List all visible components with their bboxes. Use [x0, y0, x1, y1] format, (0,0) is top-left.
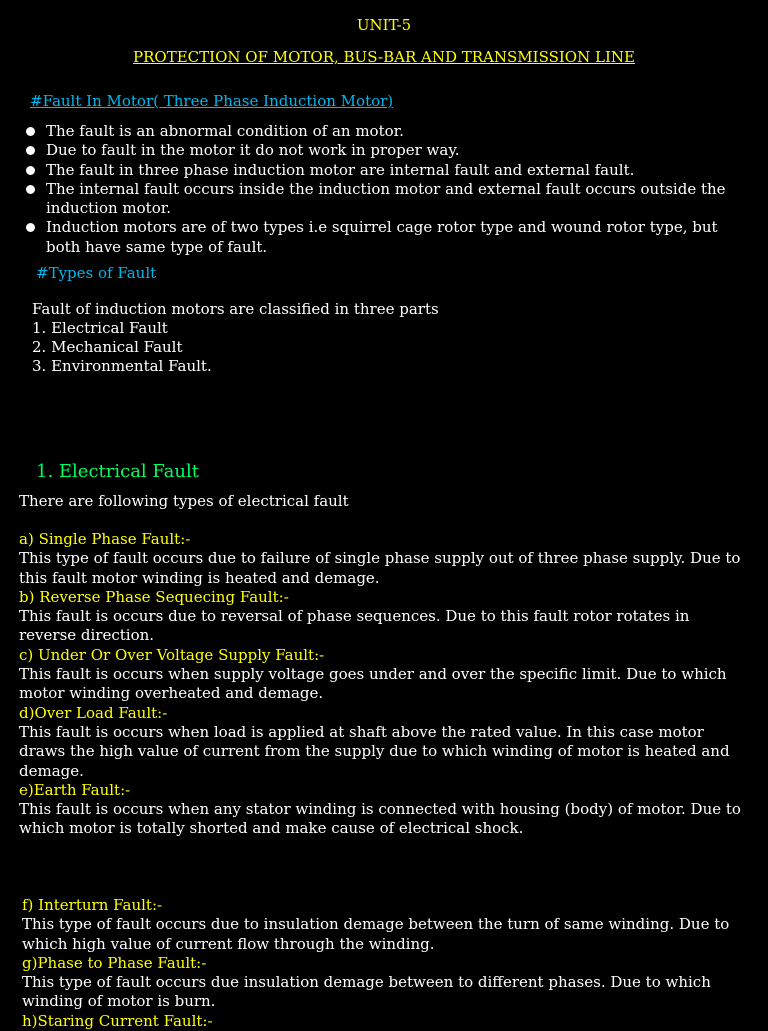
fault-title-starting-current: h)Staring Current Fault:-: [22, 1011, 213, 1030]
fault-text-voltage: This fault is occurs when supply voltage goes under and over the specific limit. Due to which motor winding overheated and demage.: [19, 665, 727, 703]
page-title: PROTECTION OF MOTOR, BUS-BAR AND TRANSMISSION LINE: [133, 48, 635, 66]
fault-title-reverse-phase: b) Reverse Phase Sequecing Fault:-: [19, 587, 289, 606]
types-item-electrical: 1. Electrical Fault: [32, 319, 168, 337]
fault-title-phase-to-phase: g)Phase to Phase Fault:-: [22, 953, 207, 972]
bullet-icon: [26, 146, 35, 155]
bullet-icon: [26, 223, 35, 232]
fault-text-reverse-phase: This fault is occurs due to reversal of phase sequences. Due to this fault rotor rotates in reverse direction.: [19, 607, 690, 645]
types-item-mechanical: 2. Mechanical Fault: [32, 338, 183, 356]
electrical-intro: There are following types of electrical fault: [19, 492, 349, 510]
electrical-faults-block-1: [19, 530, 744, 839]
fault-title-overload: d)Over Load Fault:-: [19, 703, 168, 722]
fault-text-interturn: This type of fault occurs due to insulation demage between the turn of same winding. Due to which high value of current flow through the winding.: [22, 915, 730, 953]
fault-title-single-phase: a) Single Phase Fault:-: [19, 530, 191, 548]
electrical-fault-heading: 1. Electrical Fault: [36, 461, 199, 482]
list-item: The fault is an abnormal condition of an motor.: [24, 122, 744, 141]
types-of-fault-heading: #Types of Fault: [36, 264, 157, 282]
list-item: The fault in three phase induction motor are internal fault and external fault.: [24, 161, 744, 180]
fault-text-earth: This fault is occurs when any stator winding is connected with housing (body) of motor. Due to which motor is totally shorted and make cause of electrical shock.: [19, 800, 741, 838]
fault-text-single-phase: This type of fault occurs due to failure of single phase supply out of three phase supply. Due to this fault motor winding is heated and demage.: [19, 549, 741, 587]
list-item: The internal fault occurs inside the induction motor and external fault occurs outside the induction motor.: [24, 180, 744, 219]
types-intro: Fault of induction motors are classified in three parts: [32, 300, 439, 318]
list-item: Induction motors are of two types i.e squirrel cage rotor type and wound rotor type, but both have same type of fault.: [24, 218, 744, 257]
fault-title-voltage: c) Under Or Over Voltage Supply Fault:-: [19, 645, 325, 664]
fault-title-interturn: f) Interturn Fault:-: [22, 896, 163, 914]
fault-title-earth: e)Earth Fault:-: [19, 780, 131, 799]
fault-bullet-list: [24, 122, 744, 257]
list-item: Due to fault in the motor it do not work in proper way.: [24, 141, 744, 160]
fault-text-overload: This fault is occurs when load is applied at shaft above the rated value. In this case motor draws the high value of current from the supply due to which winding of motor is heated and demage.: [19, 722, 730, 780]
section-heading-fault-in-motor: #Fault In Motor( Three Phase Induction Motor): [30, 92, 394, 110]
fault-text-phase-to-phase: This type of fault occurs due insulation demage between to different phases. Due to which winding of motor is burn.: [22, 973, 711, 1011]
unit-label: UNIT-5: [356, 16, 412, 34]
bullet-icon: [26, 127, 35, 136]
electrical-faults-block-2: [22, 896, 744, 1031]
types-item-environmental: 3. Environmental Fault.: [32, 357, 212, 375]
bullet-icon: [26, 166, 35, 175]
bullet-icon: [26, 185, 35, 194]
